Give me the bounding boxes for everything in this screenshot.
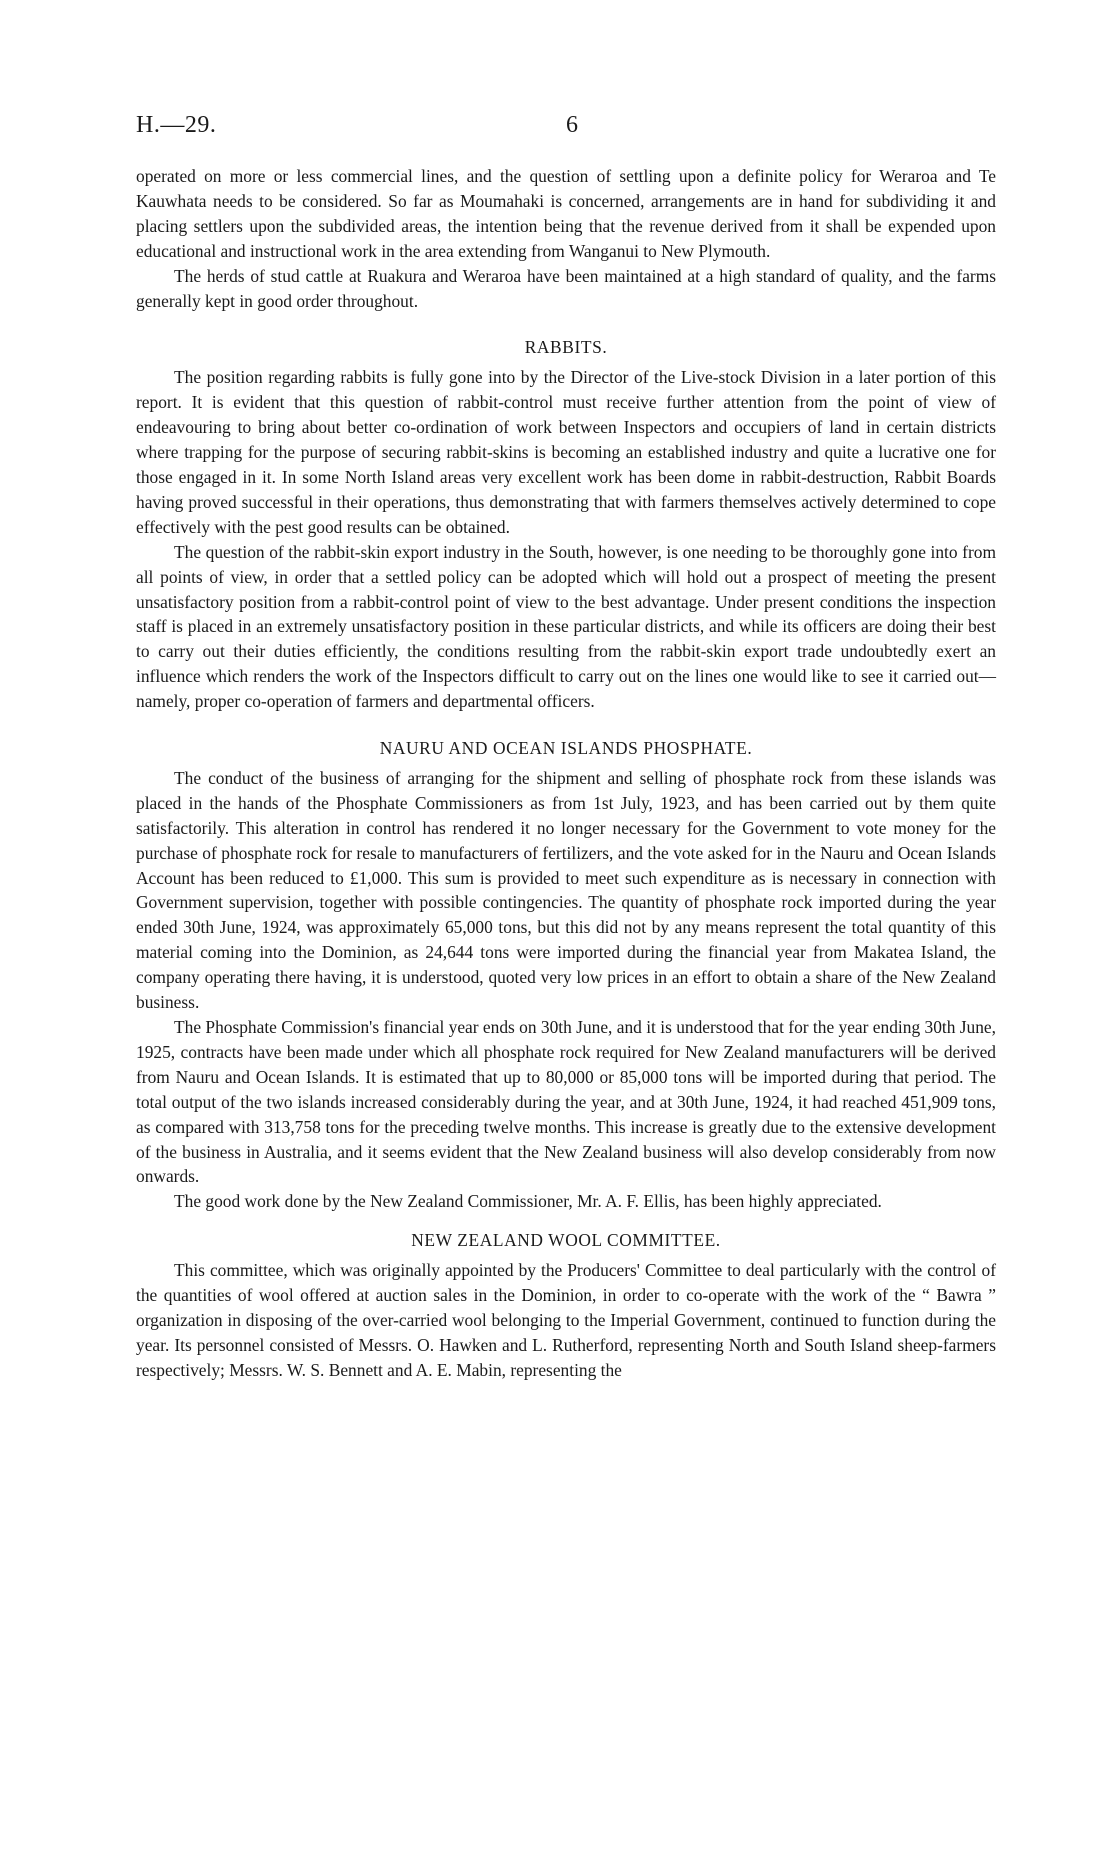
section-heading-rabbits: RABBITS.: [524, 337, 608, 358]
paragraph: The herds of stud cattle at Ruakura and Weraroa have been maintained at a high standard of quality, and the farms generally kept in good order throughout.: [136, 265, 996, 311]
report-reference: H.—29.: [136, 112, 217, 138]
page-number: 6: [566, 112, 578, 138]
paragraph: The position regarding rabbits is fully gone into by the Director of the Live-stock Division in a later portion of this report. It is evident that this question of rabbit-control must receive further attention from the point of view of endeavouring to bring about better co-ordination of work between Inspectors and occupiers of land in certain districts where trapping for the purpose of securing rabbit-skins is becoming an established industry and quite a lucrative one for those engaged in it. In some North Island areas very excellent work has been dome in rabbit-destruction, Rabbit Boards having proved successful in their operations, thus demonstrating that with farmers themselves actively determined to cope effectively with the pest good results can be obtained.: [136, 367, 996, 537]
paragraph: The conduct of the business of arranging for the shipment and selling of phosphate rock from these islands was placed in the hands of the Phosphate Commissioners as from 1st July, 1923, and has been carried out by them quite satisfactorily. This alteration in control has rendered it no longer necessary for the Government to vote money for the purchase of phosphate rock for resale to manufacturers of fertilizers, and the vote asked for in the Nauru and Ocean Islands Account has been reduced to £1,000. This sum is provided to meet such expenditure as is necessary in connection with Government supervision, together with possible contingencies. The quantity of phosphate rock imported during the year ended 30th June, 1924, was approximately 65,000 tons, but this did not by any means represent the total quantity of this material coming into the Dominion, as 24,644 tons were imported during the financial year from Makatea Island, the company operating there having, it is understood, quoted very low prices in an effort to obtain a share of the New Zealand business.: [136, 767, 996, 1013]
paragraph: operated on more or less commercial lines, and the question of settling upon a definite policy for Weraroa and Te Kauwhata needs to be considered. So far as Moumahaki is concerned, arrangements are in hand for subdividing it and placing settlers upon the subdivided areas, the intention being that the revenue derived from it shall be expended upon educational and instructional work in the area extending from Wanganui to New Plymouth.: [136, 166, 996, 261]
paragraph: The Phosphate Commission's financial year ends on 30th June, and it is understood that for the year ending 30th June, 1925, contracts have been made under which all phosphate rock required for New Zealand manufacturers will be derived from Nauru and Ocean Islands. It is estimated that up to 80,000 or 85,000 tons will be imported during that period. The total output of the two islands increased considerably during the year, and at 30th June, 1924, it had reached 451,909 tons, as compared with 313,758 tons for the preceding twelve months. This increase is greatly due to the extensive development of the business in Australia, and it seems evident that the New Zealand business will also develop considerably from now onwards.: [136, 1017, 996, 1187]
section-heading-wool-committee: NEW ZEALAND WOOL COMMITTEE.: [411, 1230, 721, 1251]
section-heading-phosphate: NAURU AND OCEAN ISLANDS PHOSPHATE.: [379, 738, 753, 759]
page-header: [136, 112, 996, 142]
paragraph: The question of the rabbit-skin export industry in the South, however, is one needing to be thoroughly gone into from all points of view, in order that a settled policy can be adopted which will hold out a prospect of meeting the present unsatisfactory position from a rabbit-control point of view to the best advantage. Under present conditions the inspection staff is placed in an extremely unsatisfactory position in these particular districts, and while its officers are doing their best to carry out their duties efficiently, the conditions resulting from the rabbit-skin export trade undoubtedly exert an influence which renders the work of the Inspectors difficult to carry out on the lines one would like to see it carried out—namely, proper co-operation of farmers and departmental officers.: [136, 541, 996, 712]
document-body: [136, 164, 996, 1383]
paragraph: This committee, which was originally appointed by the Producers' Committee to deal particularly with the control of the quantities of wool offered at auction sales in the Dominion, in order to co-operate with the work of the “ Bawra ” organization in disposing of the over-carried wool belonging to the Imperial Government, continued to function during the year. Its personnel consisted of Messrs. O. Hawken and L. Rutherford, representing North and South Island sheep-farmers respectively; Messrs. W. S. Bennett and A. E. Mabin, representing the: [136, 1260, 996, 1380]
paragraph: The good work done by the New Zealand Commissioner, Mr. A. F. Ellis, has been highly appreciated.: [174, 1191, 882, 1212]
